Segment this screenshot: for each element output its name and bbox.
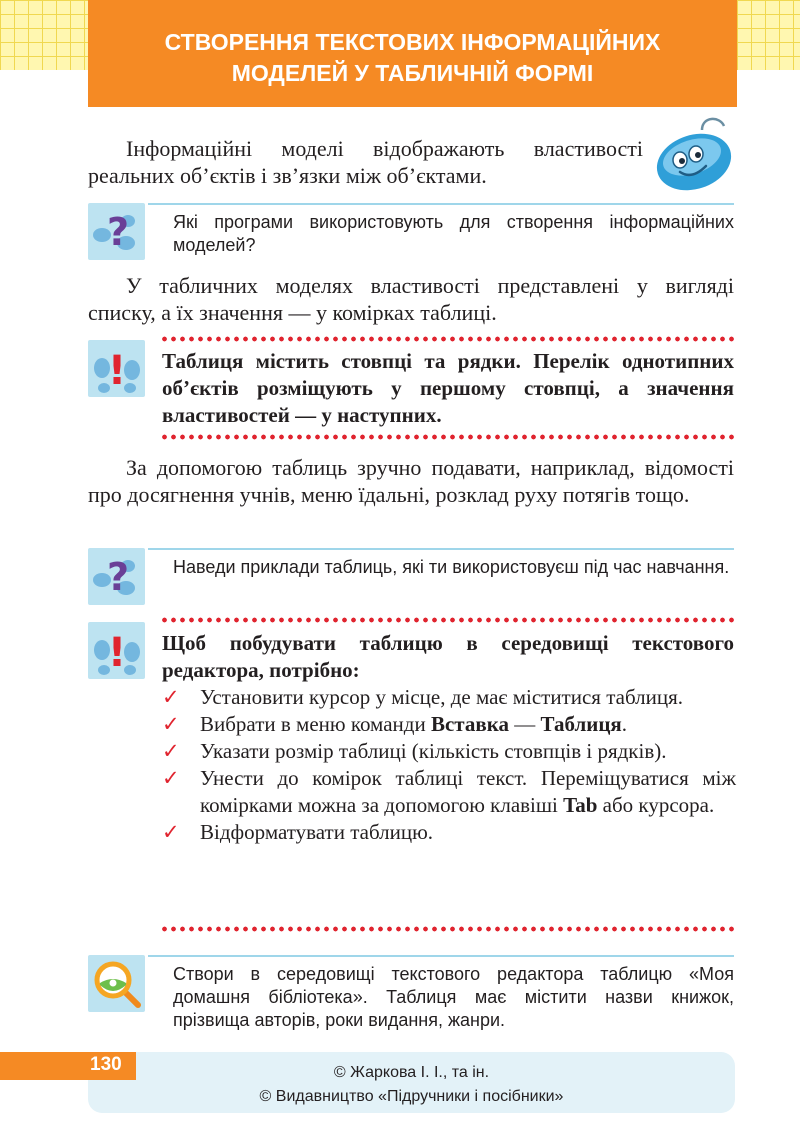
question-box-2 [148,548,734,579]
check-icon: ✓ [162,685,180,709]
step-5-text: Відформатувати таблицю. [200,820,434,844]
paragraph-3-text: За допомогою таблиць зручно подавати, наприклад, відомості про досягнення учнів, меню їдальні, розклад руху потягів тощо. [88,455,734,507]
question-icon-box-1 [88,203,145,260]
list-item [162,711,736,738]
svg-text:!: ! [107,630,127,676]
step-4-text: Унести до комірок таблиці текст. Переміщуватися між комірками можна за допомогою клавіші [200,766,736,817]
list-item [162,738,736,765]
grid-decoration-left [0,0,88,70]
question-text-2: Наведи приклади таблиць, які ти використовуєш під час навчання. [173,557,730,577]
paragraph-3 [88,454,734,508]
note-2 [162,630,734,684]
dotted-divider [160,434,736,440]
exclamation-icon-box-1 [88,340,145,397]
question-icon [88,203,145,260]
exclamation-icon [88,622,145,679]
step-2-end: . [621,712,628,736]
paragraph-2-text: У табличних моделях властивості представлені у вигляді списку, а їх значення — у комірках таблиці. [88,273,734,325]
svg-text:!: ! [107,348,127,394]
page-number-tab [0,1052,136,1080]
note-2-text: Щоб побудувати таблицю в середовищі текстового редактора, потрібно: [162,631,734,682]
footer [88,1052,735,1113]
step-1-text: Установити курсор у місце, де має міститися таблиця. [200,685,683,709]
page-number: 130 [90,1054,122,1075]
magnifier-icon [88,955,145,1012]
search-icon-box [88,955,145,1012]
list-item [162,819,736,846]
dotted-divider [160,926,736,932]
title-line-1: СТВОРЕННЯ ТЕКСТОВИХ ІНФОРМАЦІЙНИХ [164,28,661,55]
step-4-end: або курсора. [597,793,715,817]
check-icon: ✓ [162,820,180,844]
svg-text:?: ? [106,555,130,599]
question-icon [88,548,145,605]
question-icon-box-2 [88,548,145,605]
svg-text:?: ? [106,210,130,254]
step-2-bold-2: Таблиця [540,712,622,736]
list-item [162,765,736,819]
mouse-mascot-icon [652,112,738,194]
list-item [162,684,736,711]
intro-paragraph [88,135,643,189]
question-text-1: Які програми використовують для створення інформаційних моделей? [173,212,734,255]
note-1-text: Таблиця містить стовпці та рядки. Перелік однотипних об’єктів розміщують у першому стовпці, а значення властивостей — у наступних. [162,349,734,427]
paragraph-2 [88,272,734,326]
intro-text: Інформаційні моделі відображають властивості реальних об’єктів і зв’язки між об’єктами. [88,136,643,188]
page-title [88,0,737,107]
check-icon: ✓ [162,739,180,763]
step-2-text: Вибрати в меню команди [200,712,431,736]
step-4-bold: Tab [563,793,598,817]
note-1 [162,348,734,429]
copyright-publisher: © Видавництво «Підручники і посібники» [259,1088,564,1105]
task-text: Створи в середовищі текстового редактора таблицю «Моя домашня бібліотека». Таблиця має містити назви книжок, прізвища авторів, роки видання, жанри. [173,964,734,1030]
exclamation-icon-box-2 [88,622,145,679]
check-icon: ✓ [162,766,180,790]
dotted-divider [160,336,736,342]
title-line-2: МОДЕЛЕЙ У ТАБЛИЧНІЙ ФОРМІ [231,59,594,86]
dotted-divider [160,617,736,623]
exclamation-icon [88,340,145,397]
steps-list [162,684,736,846]
check-icon: ✓ [162,712,180,736]
question-box-1 [148,203,734,257]
step-2-dash: — [508,712,541,736]
copyright-authors: © Жаркова І. І., та ін. [333,1064,490,1081]
step-2-bold-1: Вставка [430,712,509,736]
task-box [148,955,734,1032]
step-3-text: Указати розмір таблиці (кількість стовпців і рядків). [200,739,667,763]
grid-decoration-right [737,0,800,70]
